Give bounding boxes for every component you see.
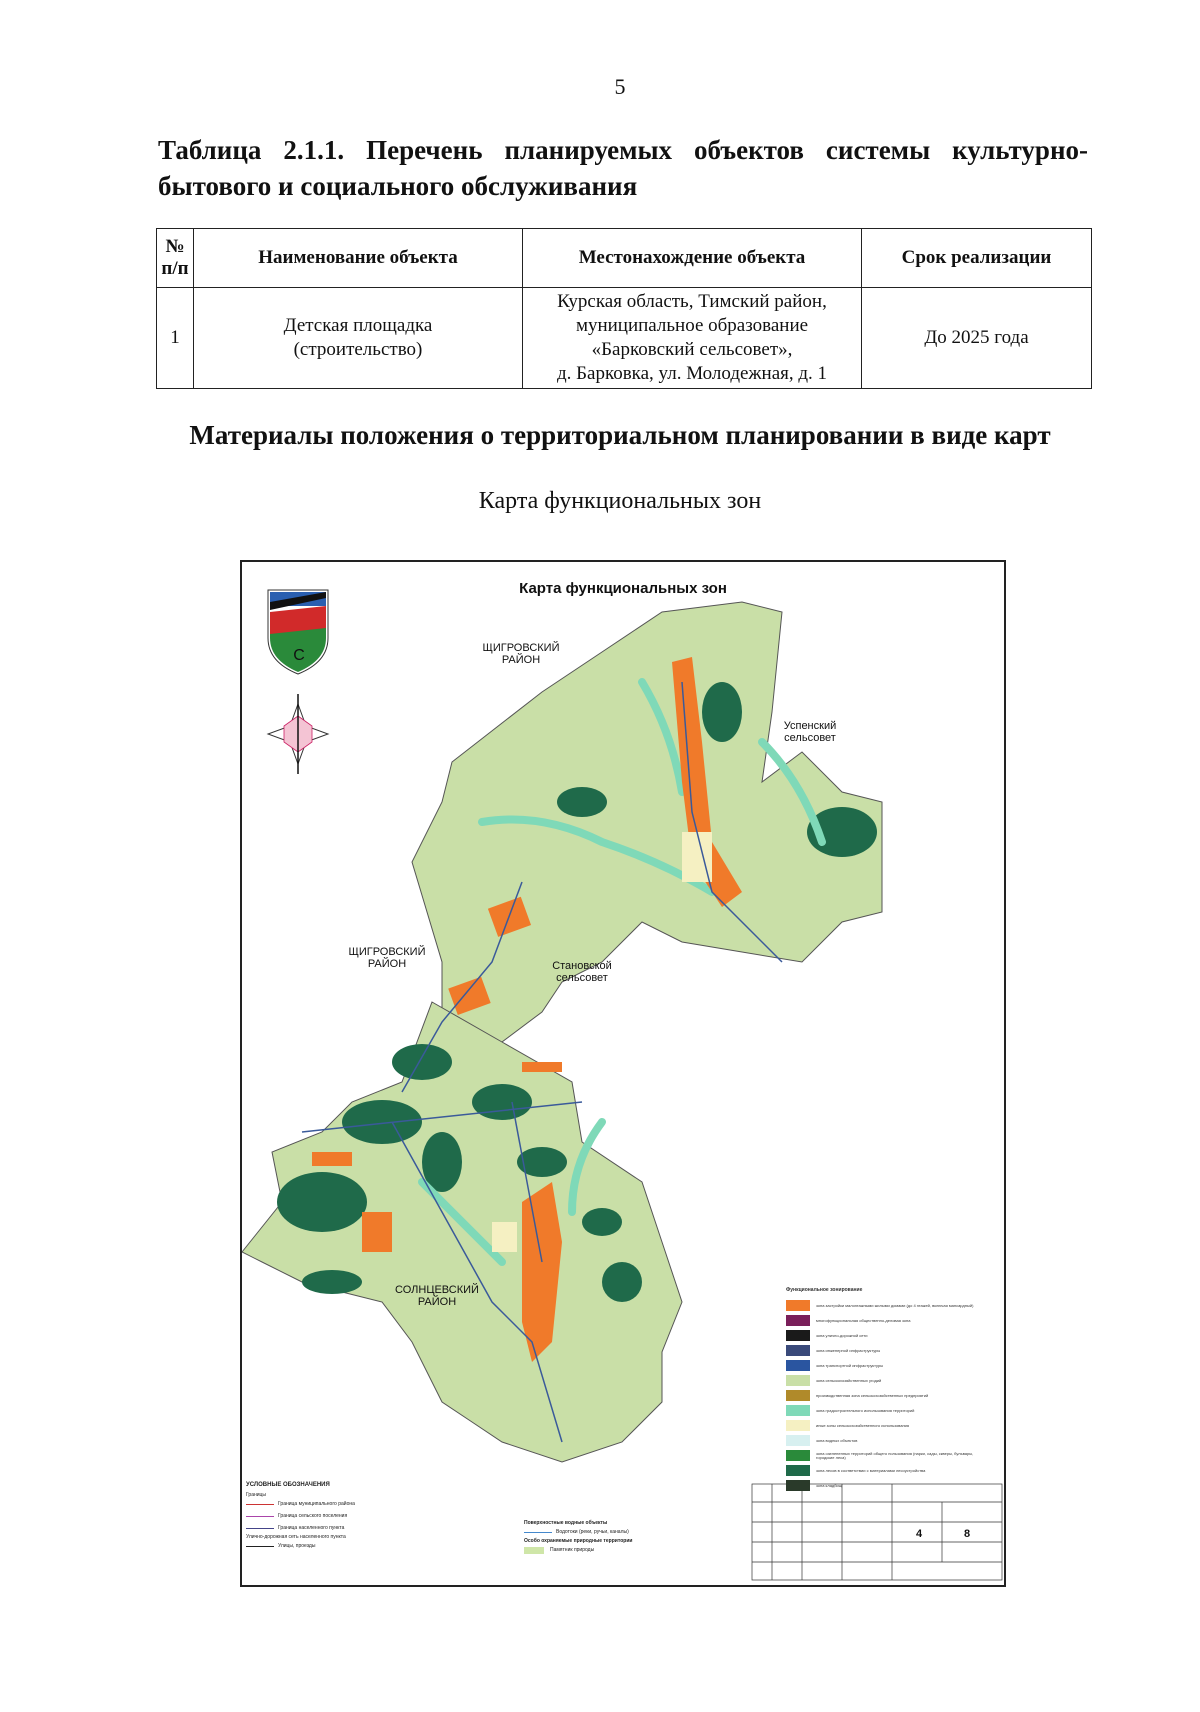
col-location-header: Местонахождение объекта — [523, 229, 862, 288]
sheet-number-a: 4 — [916, 1528, 923, 1540]
location-line: д. Барковка, ул. Молодежная, д. 1 — [556, 363, 828, 384]
legend-swatch-icon — [786, 1345, 810, 1356]
territory-south — [242, 1002, 682, 1462]
boundary-line-icon — [246, 1528, 274, 1529]
road-line-icon — [246, 1546, 274, 1547]
legend-swatch-icon — [786, 1450, 810, 1461]
legend-item — [786, 1388, 986, 1403]
functional-zones-map[interactable] — [240, 560, 1006, 1587]
cell-name — [194, 288, 523, 389]
legend-item — [786, 1403, 986, 1418]
label-stanovskoy — [542, 960, 622, 984]
water-line-icon — [524, 1532, 552, 1533]
legend-swatch-icon — [786, 1420, 810, 1431]
legend-rows — [786, 1298, 986, 1493]
legend-item-text: зона озелененных территорий общего пользования (парки, сады, скверы, бульвары, городские леса) — [816, 1450, 974, 1460]
label-line: РАЙОН — [501, 654, 541, 666]
north-letter: С — [293, 647, 305, 664]
legend-item-text: зона транспортной инфраструктуры — [816, 1362, 884, 1368]
cell-term: До 2025 года — [862, 288, 1092, 389]
label-solntsevo — [382, 1284, 492, 1308]
section-title: Материалы положения о территориальном планировании в виде карт — [189, 420, 1051, 450]
label-shchigry-top — [466, 642, 576, 666]
name-line: (строительство) — [293, 339, 423, 360]
legend-sub-boundaries: Границы — [246, 1492, 266, 1498]
label-uspensky — [770, 720, 850, 744]
legend-item — [786, 1343, 986, 1358]
label-line: сельсовет — [556, 972, 608, 984]
legend-water-item — [524, 1526, 704, 1538]
legend-road-item — [246, 1540, 466, 1552]
legend-title: Функциональное зонирование — [786, 1287, 863, 1293]
legend-item — [786, 1463, 986, 1478]
legend-swatch-icon — [786, 1465, 810, 1476]
legend-swatch-icon — [786, 1405, 810, 1416]
legend-item-text: зона сельскохозяйственных угодий — [816, 1377, 882, 1383]
label-line: СОЛНЦЕВСКИЙ — [395, 1284, 479, 1296]
col-name-header: Наименование объекта — [194, 229, 523, 288]
legend-item-text: зона градостроительного использования территорий — [816, 1407, 915, 1413]
legend-item-text: Граница муниципального района — [278, 1501, 355, 1507]
location-line: «Барковский сельсовет», — [591, 339, 793, 360]
label-line: ЩИГРОВСКИЙ — [348, 946, 426, 958]
cell-num: 1 — [157, 288, 194, 389]
compass-rose-icon — [268, 694, 328, 774]
legend-item — [786, 1298, 986, 1313]
legend-item — [786, 1373, 986, 1388]
label-line: Успенский — [783, 720, 837, 732]
boundary-line-icon — [246, 1516, 274, 1517]
legend-item-text: зона инженерной инфраструктуры — [816, 1347, 881, 1353]
legend-item-text: зона лесов в соответствии с материалами лесоустройства — [816, 1467, 926, 1473]
legend-item — [786, 1433, 986, 1448]
legend-item — [786, 1448, 986, 1463]
legend-water-title: Поверхностные водные объекты — [524, 1520, 608, 1526]
legend-item-text: многофункциональная общественно-деловая зона — [816, 1317, 911, 1323]
legend-item — [786, 1313, 986, 1328]
col-term-header: Срок реализации — [862, 229, 1092, 288]
page-number: 5 — [614, 74, 626, 99]
legend-swatch-icon — [786, 1375, 810, 1386]
table-row — [157, 288, 1092, 389]
label-line: ЩИГРОВСКИЙ — [482, 642, 560, 654]
legend-item-text: Граница населенного пункта — [278, 1525, 345, 1531]
legend-item — [786, 1358, 986, 1373]
col-num-header: № п/п — [157, 229, 194, 288]
cell-location — [523, 288, 862, 389]
legend-swatch-icon — [786, 1390, 810, 1401]
location-line: Курская область, Тимский район, — [557, 291, 827, 312]
legend-item-text: иные зоны сельскохозяйственного использования — [816, 1422, 910, 1428]
legend-swatch-icon — [786, 1300, 810, 1311]
label-line: сельсовет — [784, 732, 836, 744]
water-legend — [524, 1520, 704, 1556]
label-line: РАЙОН — [367, 958, 407, 970]
location-line: муниципальное образование — [575, 315, 809, 336]
table-title: Таблица 2.1.1. Перечень планируемых объектов системы культурно-бытового и социального обслуживания — [158, 135, 1088, 201]
legend-item-text: зона кладбищ — [816, 1482, 843, 1488]
legend-item-text: зона водных объектов — [816, 1437, 858, 1443]
objects-table — [156, 228, 1092, 389]
legend-item — [786, 1418, 986, 1433]
legend-item-text: зона застройки малоэтажными жилыми домами (до 4 этажей, включая мансардный) — [816, 1302, 974, 1308]
legend-item-text: производственная зона сельскохозяйственных предприятий — [816, 1392, 929, 1398]
label-line: Становской — [552, 960, 612, 972]
legend-item — [786, 1328, 986, 1343]
label-line: РАЙОН — [417, 1296, 457, 1308]
table-header-row — [157, 229, 1092, 288]
legend-boundary-item — [246, 1522, 466, 1534]
legend-conventions-title: УСЛОВНЫЕ ОБОЗНАЧЕНИЯ — [246, 1482, 330, 1488]
legend-item-text: Улицы, проезды — [278, 1543, 316, 1549]
label-shchigry-mid — [332, 946, 442, 970]
title-block-text — [752, 1484, 1002, 1580]
legend-boundary-item — [246, 1498, 466, 1510]
legend-swatch-icon — [786, 1360, 810, 1371]
map-legend — [786, 1287, 986, 1493]
boundary-legend — [246, 1482, 466, 1552]
boundary-line-icon — [246, 1504, 274, 1505]
map-caption: Карта функциональных зон — [478, 488, 762, 514]
map-title: Карта функциональных зон — [519, 580, 727, 597]
legend-item-text: Водотоки (реки, ручьи, каналы) — [556, 1529, 629, 1535]
legend-item-text: зона улично-дорожной сети — [816, 1332, 868, 1338]
legend-protected-item — [524, 1544, 704, 1556]
legend-item-text: Граница сельского поселения — [278, 1513, 348, 1519]
legend-boundary-item — [246, 1510, 466, 1522]
protected-swatch-icon — [524, 1547, 544, 1554]
name-line: Детская площадка — [283, 315, 433, 336]
legend-sub-roads: Улично-дорожная сеть населенного пункта — [246, 1534, 346, 1540]
sheet-number-b: 8 — [964, 1528, 971, 1540]
legend-swatch-icon — [786, 1330, 810, 1341]
legend-protected-title: Особо охраняемые природные территории — [524, 1538, 633, 1544]
legend-swatch-icon — [786, 1435, 810, 1446]
legend-item-text: Памятник природы — [550, 1547, 595, 1553]
legend-swatch-icon — [786, 1315, 810, 1326]
